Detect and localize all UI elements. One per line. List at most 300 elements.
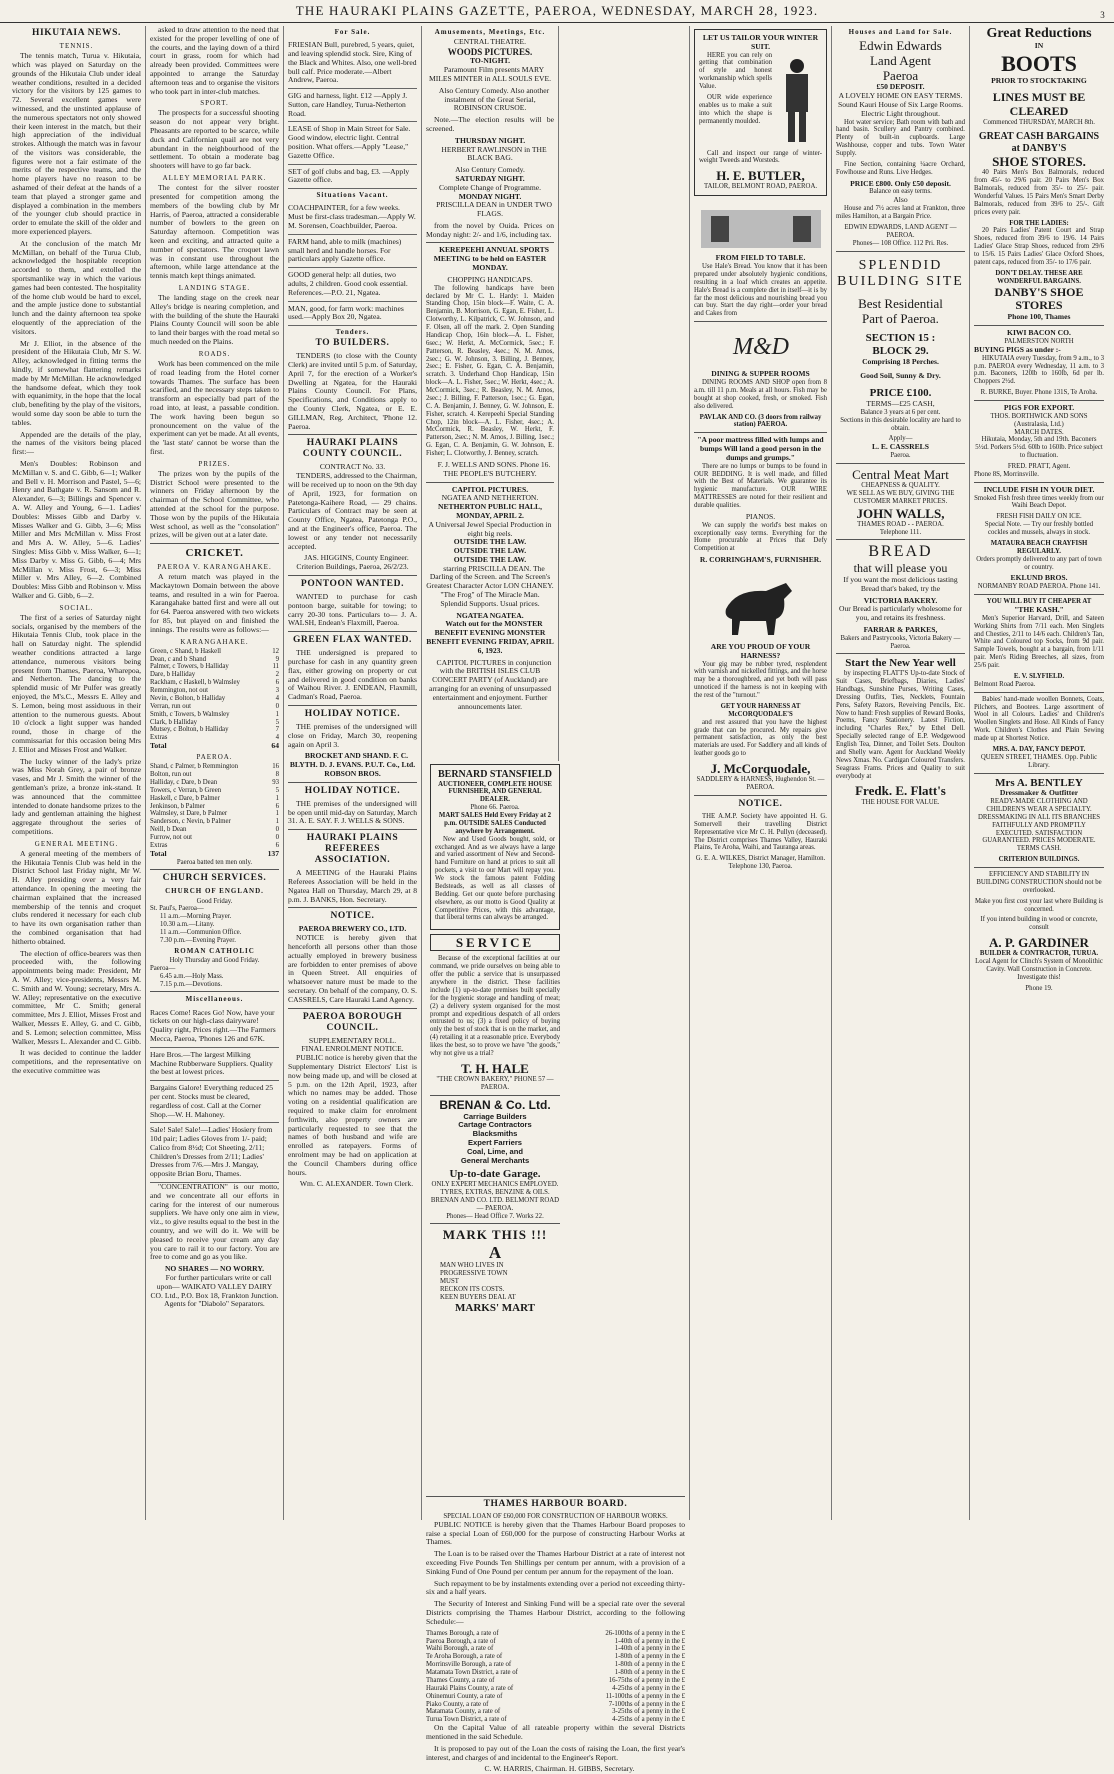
cassrels-place: Paeroa.	[890, 452, 911, 460]
mccorq-paragraph: and rest assured that you have the highest grade that can be procured. My repairs give permanent satisfaction, as only the best materials are used. For Saddlery and all kinds of leather goods go to	[694, 718, 827, 758]
section-features: Fine Section, containing ¼acre Orchard, Fowlhouse and Runs. Live Hedges.	[836, 160, 965, 176]
mechanics-line: ONLY EXPERT MECHANICS EMPLOYED.	[431, 1181, 559, 1189]
fish-paragraph: Smoked Fish fresh three times weekly from our Waihi Beach Depot.	[974, 494, 1104, 510]
dining-heading: DINING & SUPPER ROOMS	[711, 369, 810, 379]
score-row-label: Furrow, not out	[150, 834, 193, 842]
ladies-heading: FOR THE LADIES:	[1009, 219, 1069, 227]
march-dates: MARCH DATES.	[1014, 428, 1064, 436]
rate-row-label: Paeroa Borough, a rate of	[426, 1637, 496, 1645]
kash-name: "THE KASH."	[1014, 605, 1064, 615]
kash-paragraph: Men's Superior Harvard, Drill, and Sateen Working Shirts from 7/11 each. Men Singlets and Chesties, 2/11 to 14/6 each. Children's Tan, White and Coloured top Socks, from 9d pair. Sample Towels, bought at a bargain, from 1/11 pair. Men's Riding Breeches, all sizes, from 25/6 pair.	[974, 614, 1104, 670]
rate-row-value: 26-100ths of a penny in the £	[605, 1629, 685, 1637]
part-of-paeroa: Part of Paeroa.	[862, 311, 939, 327]
bread-paragraph-2: Our Bread is particularly wholesome for you, and retains its freshness.	[839, 604, 962, 623]
pigs-export: PIGS FOR EXPORT.	[1003, 403, 1075, 412]
rate-row-label: Matamata Town District, a rate of	[426, 1669, 518, 1677]
special-note: Special Note. — Try our freshly bottled cockles and mussels, always in stock.	[984, 521, 1094, 537]
service-time: 10.30 a.m.—Litany.	[160, 921, 215, 929]
efficiency-paragraph: EFFICIENCY AND STABILITY IN BUILDING CONSTRUCTION should not be overlooked.	[976, 871, 1102, 894]
brenan-service-line: Coal, Lime, and	[466, 1146, 524, 1156]
edwin-signature: EDWIN EDWARDS, LAND AGENT — PAEROA.	[844, 223, 957, 239]
ngatea-netherton: NGATEA AND NETHERTON.	[441, 493, 539, 503]
brenan-service-line: General Merchants	[460, 1155, 530, 1165]
bread-paragraph: If you want the most delicious tasting Bread that's baked, try the	[843, 574, 958, 593]
film-listing: PRISCILLA DEAN in UNDER TWO FLAGS.	[436, 200, 552, 219]
score-row-label: Jenkinson, b Palmer	[150, 802, 205, 810]
local-agent: Local Agent for Clinch's System of Monolithic Cavity. Wall Construction in Concrete. Investigate this!	[975, 958, 1103, 981]
service-time: 7.15 p.m.—Devotions.	[160, 980, 223, 988]
masthead	[0, 0, 1114, 23]
brenan-service-line: Blacksmiths	[472, 1129, 518, 1139]
rate-row-value: 11-100ths of a penny in the £	[605, 1692, 685, 1700]
flax-paragraph: THE undersigned is prepared to purchase for cash in any quantity green flax, either growing on property or cut and delivered in good condition on banks of Waihou River. J. ENDEAN, Flaxmill, Cadman's Road, Paeroa.	[288, 648, 417, 702]
outside-law: OUTSIDE THE LAW.	[453, 546, 527, 556]
film-note: from the novel by Ouida. Prices on Monday night: 2/- and 1/6, including tax.	[426, 220, 554, 239]
brenan-address: BRENAN AND CO. LTD. BELMONT ROAD — PAEROA.	[430, 1196, 560, 1212]
splendid-heading: SPLENDID	[858, 257, 943, 273]
good-soil-line: Good Soil, Sunny & Dry.	[860, 371, 941, 381]
corringham-name: R. CORRINGHAM'S, FURNISHER.	[699, 555, 822, 565]
catholic-schedule	[150, 973, 279, 989]
landing-stage-subheading: LANDING STAGE.	[178, 283, 251, 292]
cash-bargains: GREAT CASH BARGAINS at DANBY'S	[978, 131, 1100, 154]
kiwi-place: PALMERSTON NORTH	[1004, 337, 1074, 345]
edwin-name: Edwin Edwards	[859, 38, 942, 54]
rate-row	[426, 1693, 685, 1701]
score-row-label: Bolton, run out	[150, 771, 192, 779]
divider	[426, 1496, 685, 1497]
butler-name: H. E. BUTLER,	[716, 168, 805, 184]
outside-law: OUTSIDE THE LAW.	[453, 554, 527, 564]
slyfield-name: E. V. SLYFIELD.	[1013, 672, 1065, 680]
contract-number: CONTRACT No. 33.	[319, 462, 386, 472]
walls-name: JOHN WALLS,	[856, 505, 945, 521]
harness-paragraph: Your gig may be rubber tyred, resplendent with varnish and nickelled fittings, and the horse may be a thoroughbred, and yet both will pass unnoticed if the harness is not in keeping with the rest of the "turnout."	[694, 660, 827, 700]
thames-paragraph: The Security of Interest and Sinking Fund will be a special rate over the several Districts comprising the Thames Harbour District, according to the following Schedule:—	[426, 1599, 685, 1626]
rate-row-label: Hauraki Plains County, a rate of	[426, 1684, 514, 1692]
woods-pictures: WOODS PICTURES.	[447, 46, 533, 57]
mark-line: KEEN BUYERS DEAL AT	[440, 1293, 516, 1301]
buying-pigs: BUYING PIGS as under :-	[974, 344, 1061, 354]
sell-line: WE SELL AS WE BUY, GIVING THE CUSTOMER MARKET PRICES.	[846, 489, 955, 505]
score-row	[150, 842, 279, 850]
tonight-label: TO-NIGHT.	[469, 56, 510, 66]
flax-heading: GREEN FLAX WANTED.	[292, 635, 413, 646]
miscellaneous-heading: Miscellaneous.	[185, 995, 244, 1004]
score-row-label: Green, c Shand, b Haskell	[150, 647, 221, 655]
thames-paragraph: On the Capital Value of all rateable property within the several Districts mentioned in the said Schedule.	[426, 1723, 685, 1741]
score-row	[150, 726, 279, 734]
lovely-home: A LOVELY HOME ON EASY TERMS.	[838, 91, 963, 101]
brenan-phones: Phones— Head Office 7. Works 22.	[446, 1212, 544, 1220]
frankton-house: House and 7½ acres land at Frankton, three miles Hamilton, at a Bargain Price.	[836, 205, 965, 220]
thames-paragraph: Such repayment to be by instalments extending over a period not exceeding thirty-six and a half years.	[426, 1578, 685, 1597]
score-row-label: Dean, c and b Shand	[150, 655, 207, 663]
brenan-service-line: Carriage Builders	[463, 1111, 527, 1121]
svg-text:M&D: M&D	[732, 334, 789, 361]
commenced-line: Commenced THURSDAY, MARCH 8th.	[983, 119, 1095, 127]
tailor-figure-image	[772, 56, 822, 146]
score-row-value: 7	[275, 726, 279, 734]
score-row	[150, 834, 279, 842]
divider	[288, 829, 417, 830]
in-label: IN	[1034, 41, 1044, 51]
pontoon-heading: PONTOON WANTED.	[300, 579, 405, 590]
classified-ad: GOOD general help: all duties, two adults, 2 children. Good cook essential. References.—P.O. 21, Ngatea.	[288, 268, 417, 301]
divider	[836, 539, 965, 540]
cricket-subheading: PAEROA V. KARANGAHAKE.	[157, 562, 272, 571]
score-row-label: Smith, c Towers, b Walmsley	[150, 710, 230, 718]
article-paragraph: Men's Doubles: Robinson and McMillan v. S. and C. Gibb, 6—1; Walker and Bell v. H. Morrison and Pastel, 5—6; Henry and Bathgate v. R. Sansom and R. Alexander, 6—3; Billings and Spencer v. A. W. Alley and Young, 6—1. Ladies' Doubles: Misses Gibb and Darby v. Misses Walker and G. Gibb, 3—6; Miss Miller and Mrs McMillan v. Miss Frost and Mrs A. W. Alley, 5—6. Ladies' Singles: Miss Gibb v. Miss Walker, 6—1; Miss Darby v. Miss G. Gibb, 6—4; Mrs McMillan v. Miss Frost, 6—3; Miss Miller v. Mrs Alley, 6—2. Combined Doubles: Miss Gibb and Robinson v. Miss Walker and G. Gibb, 6—2.	[12, 458, 141, 600]
mattress-paragraph: There are no lumps or bumps to be found in OUR BEDDING. It is well made, and filled with the Best of Materials. We guarantee its hygienic manufacture. OUR WIRE MATTRESSES are noted for their resilient and durable qualities.	[694, 462, 827, 510]
pianos-paragraph: We can supply the world's best makes on exceptionally easy terms. Everything for the Home procurable at Prices that Defy Competition at	[694, 521, 827, 553]
pratt-name: FRED. PRATT, Agent.	[1007, 463, 1071, 471]
queen-street: QUEEN STREET, THAMES. Opp. Public Library.	[980, 753, 1098, 769]
rate-row	[426, 1701, 685, 1709]
hikutaia-news-heading: HIKUTAIA NEWS.	[32, 28, 121, 38]
central-theatre: CENTRAL THEATRE.	[453, 37, 527, 47]
rate-row-value: 1-80th of a penny in the £	[614, 1661, 685, 1669]
rate-row	[426, 1645, 685, 1653]
classified-ad: FARM hand, able to milk (machines) small herd and handle horses. For particulars apply Gazette office.	[288, 235, 417, 268]
divider	[694, 321, 827, 322]
supplementary-roll: SUPPLEMENTARY ROLL.	[308, 1035, 397, 1045]
classified-ad: Races Come! Races Go! Now, have your tickets on our high-class dairyware! Quality right, Prices right.—The Farmers Mecca, Paeroa, 'Phones 126 and 67K.	[150, 1006, 279, 1048]
eklund-name: EKLUND BROS.	[1010, 573, 1068, 583]
article-paragraph: It was decided to continue the ladder competitions, and the representative on the executive committee was	[12, 1048, 141, 1075]
balance-line: Balance on easy terms.	[869, 188, 932, 196]
score-row-label: Walmsley, st Dare, b Palmer	[150, 810, 228, 818]
mart-sales: MART SALES Held Every Friday at 2 p.m. OUTSIDE SALES Conducted anywhere by Arrangement.	[438, 812, 552, 835]
thursday-label: THURSDAY NIGHT.	[454, 135, 526, 145]
divider	[426, 482, 554, 483]
flatt-name: Fredk. E. Flatt's	[855, 783, 946, 799]
service-time: 11 a.m.—Communion Office.	[160, 929, 242, 937]
bentley-name: Mrs A. BENTLEY	[995, 776, 1083, 789]
divider	[288, 782, 417, 783]
article-paragraph: The first of a series of Saturday night socials, organised by the members of the Hikutaia Tennis Club, took place in the hall on Saturday night. The splendid weather conditions attracted a large attendance, numerous visitors being present from Thames, Paeroa, Wharepoa, and Netherton. The dancing to the splendid music of Mr Pulfer was greatly enjoyed, the M's.C., Messrs E. Alley and S. Lemon, being most assiduous in their attention to the numerous guests. About 10 o'clock a light supper was handed round, those in charge of the commissariat for this occasion being Mrs J. Elliot and Misses Frost and Walker.	[12, 612, 141, 754]
score-row-value: 3	[275, 687, 279, 695]
brenan-service-line: Expert Farriers	[467, 1137, 523, 1147]
score-row-value: 5	[275, 786, 279, 794]
deposit-line: £50 DEPOSIT.	[876, 82, 925, 92]
film-note: Note.—The election results will be screened.	[426, 115, 554, 133]
divider	[836, 251, 965, 252]
tailor-ad	[694, 29, 827, 196]
divider	[974, 482, 1104, 483]
church-schedule	[150, 913, 279, 945]
score-row	[150, 719, 279, 727]
column-7	[832, 26, 970, 1520]
holiday-paragraph: THE premises of the undersigned will close on Friday, March 30, reopening again on April 3.	[288, 722, 417, 749]
final-enrolment: FINAL ENROLMENT NOTICE.	[301, 1044, 404, 1054]
article-paragraph: asked to draw attention to the need that existed for the proper levelling of one of the courts, and the laying down of a third court in grass, room for which had already been provided. Committees were appointed to arrange the Saturday afternoon teas and to organise the visitors who took part in inter-club matches.	[150, 25, 279, 96]
divider	[974, 594, 1104, 595]
rate-row	[426, 1669, 685, 1677]
score-row-label: Nevin, c Bolton, b Halliday	[150, 694, 226, 702]
for-sale-heading: For Sale.	[334, 28, 371, 36]
amusements-heading: Amusements, Meetings, Etc.	[434, 28, 546, 36]
victoria-bakery: VICTORIA BAKERY.	[863, 595, 938, 605]
classified-ad: Bargains Galore! Everything reduced 25 per cent. Stocks must be cleared, regardless of cost. Call at the Corner Shop.—W. H. Mahoney.	[150, 1081, 279, 1123]
amp-notice-heading: NOTICE.	[738, 798, 783, 809]
holiday2-paragraph: THE premises of the undersigned will be open until mid-day on Saturday, March 31. A. E. SAY. F. J. WELLS & SONS.	[288, 798, 417, 826]
borough-paragraph: PUBLIC notice is hereby given that the Supplementary District Electors' List is now being made up, and will be closed at 5 p.m. on the 12th April, 1923, after which no names may be added. Those voting on a residential qualification are required to make claim for enrolment forthwith, also property owners are particularly requested to see that the names of both husband and wife are enrolled as ratepayers. Forms of enrolment may be had on application at the Council Chambers during office hours.	[288, 1053, 417, 1177]
score-row	[150, 679, 279, 687]
divider	[150, 869, 279, 870]
eklund-address: NORMANBY ROAD PAEROA. Phone 141.	[977, 583, 1101, 591]
tailor-paragraph: Call and inspect our range of winter-weight Tweeds and Worsteds.	[699, 149, 822, 165]
capitol-heading: CAPITOL PICTURES.	[451, 484, 529, 494]
score-row	[150, 711, 279, 719]
holiday-names: BROCKET AND SHAND. F. C. BLYTH. D. J. EVANS. P.U.T. Co., Ltd. ROBSON BROS.	[289, 751, 416, 779]
netherton-hall: NETHERTON PUBLIC HALL, MONDAY, APRIL 2.	[437, 502, 543, 520]
divider	[836, 463, 965, 464]
score-row-value: 0	[275, 702, 279, 710]
rate-row	[426, 1638, 685, 1646]
fresh-fish: FRESH FISH DAILY ON ICE.	[996, 513, 1082, 521]
burke-sign: R. BURKE, Buyer. Phone 131S, Te Aroha.	[980, 389, 1098, 397]
rate-row-value: 1-40th of a penny in the £	[614, 1645, 685, 1653]
rate-row-label: Morrinsville Borough, a rate of	[426, 1661, 512, 1669]
score-row	[150, 787, 279, 795]
rate-row-label: Waihi Borough, a rate of	[426, 1645, 494, 1653]
total-value: 64	[271, 741, 279, 751]
score-row-label: Extras	[150, 841, 168, 849]
prizes-subheading: PRIZES.	[198, 459, 231, 468]
march-paragraph: Hikutaia, Monday, 5th and 19th. Baconers 5½d. Porkers 5½d. 60lb to 160lb. Price subject to fluctuation.	[975, 436, 1103, 460]
classified-ad: Sale! Sale! Sale!—Ladies' Hosiery from 10d pair; Ladies Gloves from 1/- paid; Calico from 8½d; Cot Sheeting, 2/11; Children's Dresses from 2/11; Ladies' Dresses from 7/6.—Mrs J. Mangay, opposite Brian Boru, Thames.	[150, 1123, 279, 1183]
rate-row-value: 3-25ths of a penny in the £	[612, 1708, 685, 1716]
article-paragraph: The landing stage on the creek near Alley's bridge is nearing completion, and with the building of the shute the Hauraki Plains County Council will soon be able to land their barges with the road metal so much needed on the Plains.	[150, 293, 279, 347]
score-row-label: Rackham, c Haskell, b Walmsley	[150, 679, 240, 687]
for-sale-ads	[288, 38, 417, 189]
article-paragraph: A return match was played in the Mackaytown Domain between the above teams, and resulted in a win for Paeroa. Karangahake batted first and were all out for 64. Paeroa answered with two wickets for 85, but played on and finished the innings. The results were as follows:—	[150, 572, 279, 634]
central-meat-heading: Central Meat Mart	[852, 466, 949, 482]
harness-get: GET YOUR HARNESS AT McCORQUODALE'S	[720, 702, 801, 718]
score-row-label: Shand, c Palmer, b Remmington	[150, 763, 239, 771]
flatt-subtitle: THE HOUSE FOR VALUE.	[861, 798, 940, 806]
article-paragraph: A general meeting of the members of the Hikutaia Tennis Club was held in the District School last Friday night, Mr W. H. Alley presiding over a very fair attendance. In opening the meeting the chairman explained that the increased membership of the tennis and croquet clubs rendered it necessary for each club to have its own organisation rather than the combined organisation that had hitherto obtained.	[12, 848, 141, 946]
brenan-services	[430, 1113, 560, 1166]
score-row-value: 2	[275, 671, 279, 679]
good-friday-label: Good Friday.	[196, 897, 233, 905]
rate-row	[426, 1653, 685, 1661]
cricket-heading: CRICKET.	[185, 547, 244, 560]
score-row	[150, 656, 279, 664]
referees-heading: HAURAKI PLAINS REFEREES ASSOCIATION.	[306, 833, 399, 866]
roman-catholic-heading: ROMAN CATHOLIC	[174, 946, 255, 955]
hale-name: T. H. HALE	[461, 1060, 529, 1076]
column-8	[970, 26, 1108, 1520]
karangahake-heading: KARANGAHAKE.	[180, 637, 249, 646]
column-5	[426, 761, 560, 1496]
church-services-heading: CHURCH SERVICES.	[162, 873, 267, 884]
rate-row-value: 1-40th of a penny in the £	[614, 1637, 685, 1645]
gardiner-name: A. P. GARDINER	[989, 935, 1089, 951]
mark-lines	[430, 1262, 560, 1301]
score-row	[150, 648, 279, 656]
mark-line: RECKON ITS COSTS.	[440, 1285, 505, 1293]
score-row-value: 93	[272, 778, 279, 786]
score-row-label: Towers, c Verran, b Green	[150, 786, 222, 794]
dressmaker-line: Dressmaker & Outfitter	[999, 788, 1079, 798]
thames-signature: C. W. HARRIS, Chairman. H. GIBBS, Secretary.	[484, 1764, 635, 1774]
price-line: PRICE £800. Only £50 deposit.	[850, 178, 951, 188]
danby-stores: DANBY'S SHOE STORES	[994, 284, 1084, 313]
film-listing: Paramount Film presents MARY MILES MINTER in ALL SOULS EVE.	[428, 65, 552, 83]
houses-land-heading: Houses and Land for Sale.	[848, 28, 953, 36]
butler-address: TAILOR, BELMONT ROAD, PAEROA.	[703, 183, 818, 191]
amp-paragraph: THE A.M.P. Society have appointed H. G. Somervell their travelling District Representative vice Mr C. H. Pullyn (deceased). The District comprises Thames Valley, Hauraki Plains, Te Aroha, Waihi, and Tauranga areas.	[694, 812, 827, 852]
score-row	[150, 818, 279, 826]
bernard-name: BERNARD STANSFIELD	[437, 769, 552, 780]
amusements-section	[426, 26, 559, 761]
terms-line: TERMS—£25 CASH,	[866, 398, 935, 408]
score-row-value: 11	[272, 663, 279, 671]
classified-ad: Hare Bros.—The largest Milking Machine Rubberware Suppliers. Quality the best at lowest prices.	[150, 1048, 279, 1081]
apply-label: Apply—	[888, 435, 913, 443]
concentration-ad: "CONCENTRATION" is our motto, and we concentrate all our efforts in caring for the interest of our numerous suppliers. We have only one aim in view, viz., to give results equal to the best in the country, and we will do it. We will be pleased to receive your cream any day you care to rail it to our factory. You are free to come and go as you like.	[150, 1182, 279, 1262]
bernard-ad	[430, 764, 560, 930]
score-row	[150, 671, 279, 679]
no-shares-line: NO SHARES — NO WORRY.	[164, 1264, 265, 1274]
crayfish-line: MATAURA BEACH CRAYFISH REGULARLY.	[990, 539, 1088, 555]
kerepeehi-sports: KEREPEEHI ANNUAL SPORTS MEETING to be held on EASTER MONDAY.	[433, 245, 549, 273]
rate-row	[426, 1677, 685, 1685]
orders-line: Orders promptly delivered to any part of town or country.	[976, 555, 1102, 571]
boots-heading: BOOTS	[1001, 51, 1077, 77]
score-row-value: 0	[275, 834, 279, 842]
danby-phone: Phone 100, Thames	[1007, 312, 1071, 322]
article-paragraph: Appended are the details of the play, the names of the visitors being placed first:—	[12, 429, 141, 457]
divider	[288, 631, 417, 632]
divider	[150, 991, 279, 992]
intend-paragraph: If you intend building in wood or concrete, consult	[980, 916, 1098, 932]
outside-law: OUTSIDE THE LAW.	[453, 537, 527, 547]
score-row-value: 16	[272, 763, 279, 771]
criterion-line: CRITERION BUILDINGS.	[998, 856, 1080, 864]
also-label: Also	[893, 195, 908, 205]
marks-mart: MARKS' MART	[455, 1301, 535, 1314]
divider	[288, 575, 417, 576]
chopping-heading: CHOPPING HANDICAPS.	[447, 274, 533, 284]
score-row-label: Verran, run out	[150, 702, 191, 710]
divider	[288, 705, 417, 706]
thames-paragraph: PUBLIC NOTICE is hereby given that the Thames Harbour Board proposes to raise a special Loan of £60,000 for the purpose of constructing Harbour Works at Thames.	[426, 1519, 685, 1547]
score-row-label: Halliday, c Dare, b Dean	[150, 778, 218, 786]
fish-heading: INCLUDE FISH IN YOUR DIET.	[983, 484, 1095, 494]
rate-row	[426, 1661, 685, 1669]
article-paragraph: The tennis match, Turua v. Hikutaia, which was played on Saturday on the grounds of the Hikutaia Club under ideal weather conditions, resulted in a decided victory for the visitors by 125 games to 72. Several excellent games were witnessed, and the unstinted applause of the numerous spectators not only showed their keen interest in the match, but their high appreciation of the individual strokes. Although the match was in favour of the visitors was considerable, the figures were not a fair estimate of the merits of the respective teams, and the home players have no reason to be ashamed of their defeat at the hands of a team that played a stronger game and displayed a combination in the members of the younger club should practice in order to emulate the skill of the older and more experienced players.	[12, 51, 141, 237]
score-row	[150, 771, 279, 779]
rate-row-label: Te Aroha Borough, a rate of	[426, 1653, 503, 1661]
paeroa-note: Paeroa batted ten men only.	[176, 858, 253, 866]
score-row-value: 1	[275, 818, 279, 826]
bernard-paragraph: New and Used Goods bought, sold, or exchanged. And as we always have a large and varied assortment of New and Second-hand Furniture on hand at prices to suit all pockets, a visit to our Mart will repay you. We stock the famous patent Folding Bedsteads, as well as all classes of Bedding. Get our quote before purchasing elsewhere, as our motto is Good Quality at Competitive Prices, with this advantage, that liberal terms can always be arranged.	[435, 835, 555, 922]
tailor-paragraph: OUR wide experience enables us to make a suit into which the shape is permanently moulded.	[699, 93, 772, 125]
column-2	[146, 26, 284, 1520]
situations-heading: Situations Vacant.	[316, 191, 389, 200]
classified-ad: SET of golf clubs and bag, £3. —Apply Gazette office.	[288, 165, 417, 190]
score-row-value: 1	[275, 810, 279, 818]
referees-paragraph: A MEETING of the Hauraki Plains Referees Association will be held in the Ngatea Hall on Thursday, March 29, at 8 p.m. J. BANKS, Hon. Secretary.	[288, 868, 417, 904]
classified-ad: GIG and harness, light. £12 —Apply J. Sutton, care Handley, Turua-Netherton Road.	[288, 89, 417, 122]
complete-change: Complete Change of Programme.	[438, 182, 542, 192]
tenders-paragraph: TENDERS (to close with the County Clerk) are invited until 5 p.m. of Saturday, April 7, for the erection of a Worker's Dwelling at Ngatea, for the Hauraki Plains County Council. For Plans, Specifications, and Conditions apply to the County Clerk, Ngatea, or E. E. GILLMAN, Reg. Architect, 'Phone 12. Paeroa.	[288, 351, 417, 431]
article-paragraph: Mr J. Elliot, in the absence of the president of the Hikutaia Club, Mr S. W. Alley, acknowledged in fitting terms the kindly, if somewhat flattering remarks made by Mr McMillan. He acknowledged the handsome defeat, which they took with equanimity, in the hope that the local club, benefiting by the play of the visitors, would some day soon be able to turn the tables.	[12, 338, 141, 427]
phone-19: Phone 19.	[1025, 984, 1053, 992]
score-row-label: Remmington, not out	[150, 687, 208, 695]
roads-subheading: ROADS.	[198, 349, 231, 358]
rate-row-value: 4-25ths of a penny in the £	[612, 1716, 685, 1724]
ladies-paragraph: 20 Pairs Ladies' Patent Court and Strap Shoes, reduced from 39/6 to 19/6. 14 Pairs Ladies' Glace Strap Shoes, reduced from 29/6 to 15/6. 15 Pairs Ladies' Glace Oxford Shoes, patent caps, reduced from 35/- to 17/6 pair.	[974, 227, 1104, 266]
divider	[150, 543, 279, 544]
capitol-concert: CAPITOL PICTURES in conjunction with the BRITISH ISLES CLUB CONCERT PARTY (of Auckland) are arranging for an evening of unsurpassed entertainment and enjoyment. Further announcements later.	[428, 657, 552, 711]
rate-row-value: 16-75ths of a penny in the £	[608, 1676, 685, 1684]
tailor-paragraph: HERE you can rely on getting that combination of style and honest workmanship which spells Value.	[699, 51, 772, 91]
builder-line: BUILDER & CONTRACTOR, TURUA.	[979, 950, 1099, 958]
shoe-stores: SHOE STORES.	[992, 154, 1086, 170]
borthwick-name: THOS. BORTHWICK AND SONS (Australasia, Ltd.)	[990, 412, 1088, 428]
mark-line: MUST	[440, 1277, 459, 1285]
divider	[288, 1008, 417, 1009]
amp-signature: G. E. A. WILKES, District Manager, Hamilton.	[695, 855, 826, 863]
article-paragraph: At the conclusion of the match Mr McMillan, on behalf of the Turua Club, acknowledged the hospitable reception accorded to them, and extolled the sportsmanlike way in which the various games had been contested. The hospitality of the home club would be hard to excel, and the ample justice done to substantial lunch and the dainty afternoon tea spoke eloquently of the appreciation of the visitors.	[12, 238, 141, 336]
mccorq-name: J. McCorquodale,	[710, 761, 811, 777]
pratt-phone: Phone 8S, Morrinsville.	[974, 470, 1039, 478]
bentley-paragraph: READY-MADE CLOTHING AND CHILDREN'S WEAR A SPECIALTY. DRESSMAKING IN ALL ITS BRANCHES FAITHFULLY AND PROMPTLY EXECUTED. SATISFACTION GUARANTEED. PRICES MODERATE. TERMS CASH.	[977, 798, 1101, 853]
total-value: 137	[267, 848, 279, 858]
rate-row-value: 1-80th of a penny in the £	[614, 1669, 685, 1677]
bread-heading: BREAD	[868, 543, 933, 561]
best-residential: Best Residential	[858, 295, 943, 311]
building-site-heading: BUILDING SITE	[837, 273, 964, 289]
pontoon-paragraph: WANTED to purchase for cash pontoon barge, suitable for towing; to carry 20-30 tons. Particulars to— J. A. WALSH, Endean's Flaxmill, Paeroa.	[288, 592, 417, 628]
divider	[974, 867, 1104, 868]
babies-paragraph: Babies' hand-made woollen Bonnets, Coats, Pilchers, and Bootees. Large assortment of Wool in all Colours. Ladies' and Children's Woollen Singlets and Hose. All Kinds of Fancy Work. Children's Clothes and Plain Sewing made up at Shortest Notice.	[974, 695, 1104, 743]
score-row-value: 8	[275, 771, 279, 779]
bread-subheading: that will please you	[853, 561, 948, 576]
article-paragraph: The lucky winner of the lady's prize was Miss Norah Grey, a pair of bronze vases, and Mr J. Smith the winner of the gentleman's prize, a bronze ink-stand. It was announced that the committee intended to donate handsome prizes to the lady and gentleman attaining the highest aggregate throughout the series of competitions.	[12, 756, 141, 836]
score-row-label: Palmer, c Towers, b Halliday	[150, 663, 229, 671]
score-row	[150, 695, 279, 703]
day-name: MRS. A. DAY, FANCY DEPOT.	[992, 745, 1086, 753]
score-row-value: 1	[275, 710, 279, 718]
field-to-table-heading: FROM FIELD TO TABLE.	[715, 253, 806, 263]
church-of-england-heading: CHURCH OF ENGLAND.	[165, 887, 264, 896]
score-row-value: 6	[275, 802, 279, 810]
cheaper-line: YOU WILL BUY IT CHEAPER AT	[986, 598, 1092, 606]
classified-ad: MAN, good, for farm work: machines used.—Apply Box 20, Ngatea.	[288, 302, 417, 327]
divider	[430, 1223, 560, 1224]
score-row-label: Neill, b Dean	[150, 826, 187, 834]
divider	[430, 1095, 560, 1096]
hpcc-heading: HAURAKI PLAINS COUNTY COUNCIL.	[302, 438, 403, 460]
score-row-label: Clark, b Halliday	[150, 718, 198, 726]
waikato-dairy-ad: For further particulars write or call upon— WAIKATO VALLEY DAIRY CO. Ltd., P.O. Box 18, Frankton Junction. Agents for "Diabolo" Separators.	[150, 1273, 279, 1309]
cassrels-name: L. E. CASSRELS	[872, 442, 929, 452]
score-row	[150, 687, 279, 695]
karangahake-total	[150, 742, 279, 751]
total-label: Total	[150, 741, 167, 751]
score-row-label: Sanderson, c Nevin, b Palmer	[150, 818, 231, 826]
service-time: 7.30 p.m.—Evening Prayer.	[160, 936, 236, 944]
pianos-heading: PIANOS.	[745, 511, 776, 521]
notice-heading: NOTICE.	[330, 911, 375, 922]
danby-paragraph: 40 Pairs Men's Box Balmorals, reduced from 45/- to 29/6 pair. 20 Pairs Men's Box Balmorals, reduced from 35/- to 25/- pair. Wonderful Values. 15 Pairs Men's Smart Derby Balmorals, reduced from 39/6 to 25/-. Gift prices every pair.	[974, 169, 1104, 216]
score-row	[150, 826, 279, 834]
